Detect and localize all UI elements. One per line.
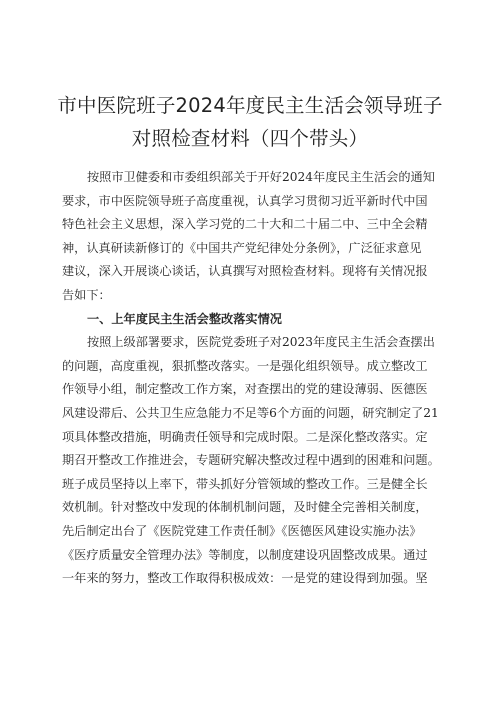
section-heading: 一、上年度民主生活会整改落实情况 <box>87 311 282 326</box>
paragraph-line: 先后制定出台了《医院党建工作责任制》《医德医风建设实施办法》 <box>62 523 422 538</box>
paragraph-line: 的问题，高度重视，狠抓整改落实。一是强化组织领导。成立整改工 <box>62 358 428 373</box>
paragraph-line: 期召开整改工作推进会，专题研究解决整改过程中遇到的困难和问题。 <box>62 453 440 468</box>
paragraph-line: 要求，市中医院领导班子高度重视，认真学习贯彻习近平新时代中国 <box>62 193 428 208</box>
paragraph-line: 班子成员坚持以上率下，带头抓好分管领域的整改工作。三是健全长 <box>62 476 428 491</box>
document-body <box>62 166 440 591</box>
paragraph-line: 项具体整改措施，明确责任领导和完成时限。二是深化整改落实。定 <box>62 429 428 444</box>
paragraph-line: 风建设滞后、公共卫生应急能力不足等6个方面的问题，研究制定了21 <box>62 405 439 420</box>
paragraph-line: 告如下： <box>62 287 111 302</box>
paragraph-line: 一年来的努力，整改工作取得积极成效：一是党的建设得到加强。坚 <box>62 571 428 586</box>
paragraph-line: 建议，深入开展谈心谈话，认真撰写对照检查材料。现将有关情况报 <box>62 264 428 279</box>
paragraph-line: 《医疗质量安全管理办法》等制度，以制度建设巩固整改成果。通过 <box>62 547 428 562</box>
paragraph-line: 作领导小组，制定整改工作方案，对查摆出的党的建设薄弱、医德医 <box>62 382 428 397</box>
document-title-line-2: 对照检查材料（四个带头） <box>131 127 369 150</box>
paragraph-line: 特色社会主义思想，深入学习党的二十大和二十届二中、三中全会精 <box>62 217 428 232</box>
paragraph-line: 按照上级部署要求，医院党委班子对2023年度民主生活会查摆出 <box>87 335 435 350</box>
paragraph-line: 按照市卫健委和市委组织部关于开好2024年度民主生活会的通知 <box>87 170 435 184</box>
paragraph-line: 效机制。针对整改中发现的体制机制问题，及时健全完善相关制度， <box>62 500 428 515</box>
paragraph-line: 神，认真研读新修订的《中国共产党纪律处分条例》，广泛征求意见 <box>62 240 422 255</box>
document-title-line-1: 市中医院班子2024年度民主生活会领导班子 <box>57 94 443 117</box>
